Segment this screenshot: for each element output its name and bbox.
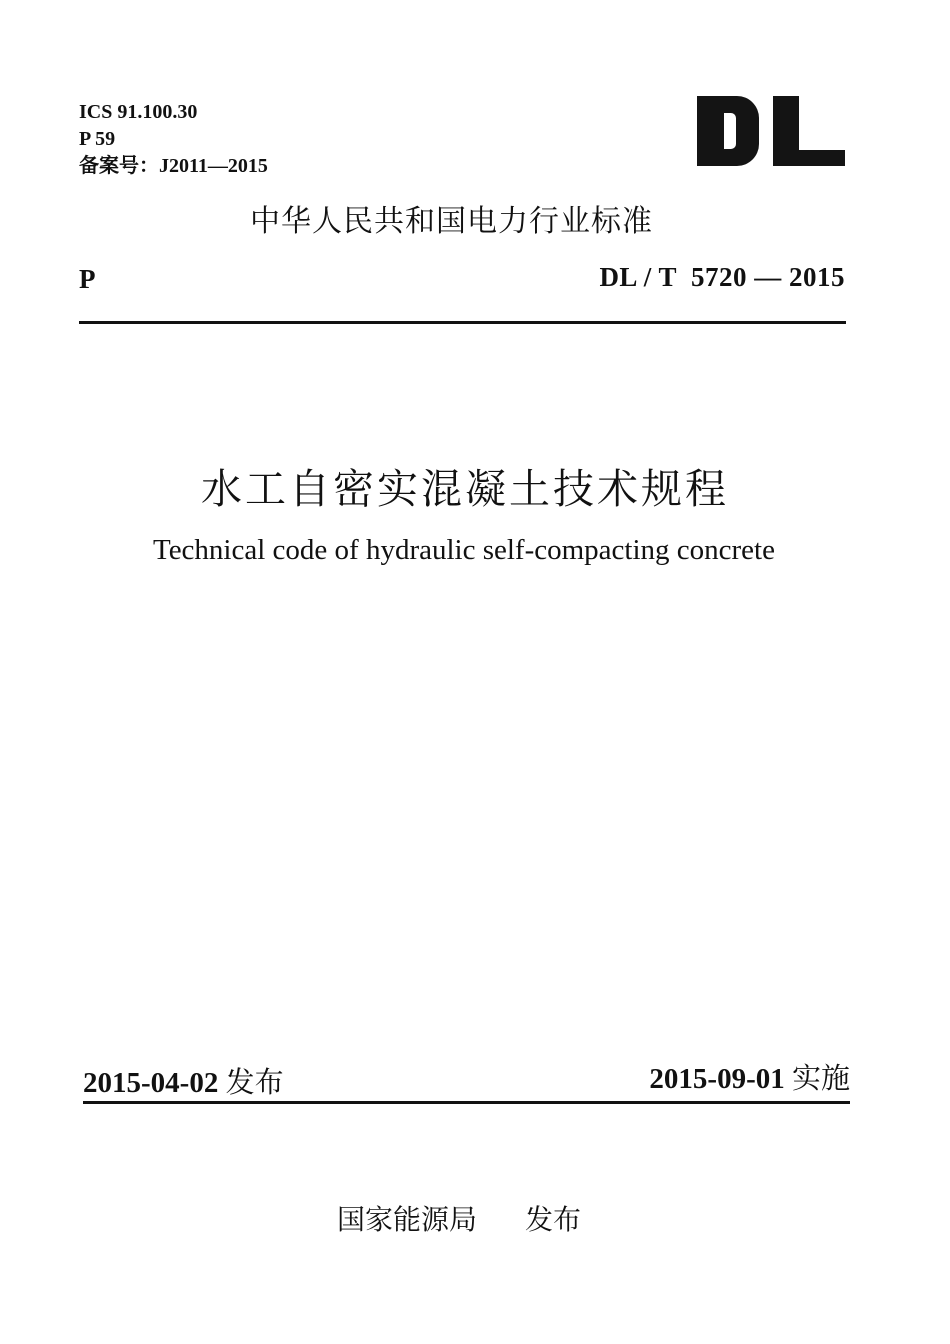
publish-date-line — [83, 1060, 284, 1101]
classification-code: P 59 — [79, 128, 116, 150]
implement-label: 实施 — [791, 1061, 850, 1095]
document-title-english: Technical code of hydraulic self-compacting concrete — [153, 534, 775, 566]
standard-type: 中华人民共和国电力行业标准 — [250, 204, 653, 239]
ics-code: ICS 91.100.30 — [79, 101, 198, 123]
document-title-chinese: 水工自密实混凝土技术规程 — [201, 465, 729, 513]
dl-logo-letter-l-foot — [773, 150, 845, 166]
bottom-divider — [83, 1101, 850, 1104]
dl-logo-letter-d — [697, 96, 759, 166]
standard-number: DL / T 5720 — 2015 — [599, 262, 845, 292]
publish-label: 发布 — [225, 1065, 284, 1099]
standard-class-letter: P — [79, 264, 96, 294]
top-divider — [79, 321, 846, 324]
implement-date: 2015-09-01 — [649, 1063, 785, 1095]
dl-logo — [697, 96, 845, 166]
registration-number: 备案号：J2011—2015 — [79, 155, 268, 177]
issuer-action: 发布 — [525, 1203, 582, 1236]
issuer-line — [337, 1198, 581, 1238]
issuer-name: 国家能源局 — [337, 1203, 478, 1236]
implement-date-line — [649, 1056, 850, 1097]
publish-date: 2015-04-02 — [83, 1067, 219, 1099]
